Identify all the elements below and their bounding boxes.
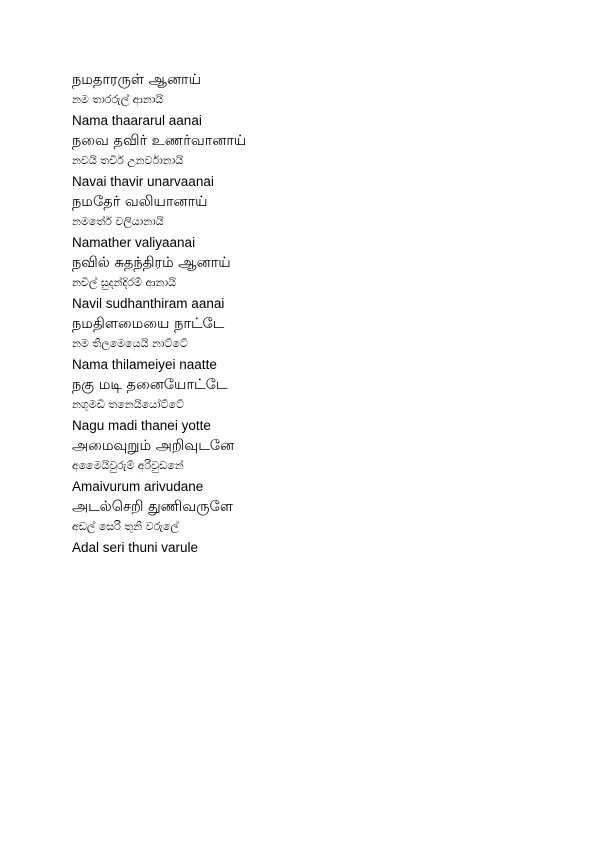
roman-transliteration-line: Navai thavir unarvaanai [72, 174, 214, 189]
roman-transliteration-line: Namather valiyaanai [72, 235, 196, 250]
stanza-5 [72, 315, 552, 376]
tamil-line: அமைவுறும் அறிவுடனே [72, 438, 235, 454]
roman-transliteration-line: Nama thilameiyei naatte [72, 357, 217, 372]
sinhala-transliteration-line: නමතේර් වලියානායි [72, 215, 164, 228]
roman-transliteration-line: Nama thaararul aanai [72, 113, 202, 128]
stanza-2 [72, 132, 552, 193]
roman-transliteration-line: Nagu madi thanei yotte [72, 418, 211, 433]
tamil-line: நவை தவிர் உணர்வானாய் [72, 133, 247, 149]
roman-transliteration-line: Amaivurum arivudane [72, 479, 204, 494]
tamil-line: நமதேர் வலியானாய் [72, 194, 208, 210]
sinhala-transliteration-line: නගුමඩි තනෙයියෝට්ටේ [72, 398, 184, 411]
tamil-line: நமதாரருள் ஆனாய் [72, 72, 202, 88]
sinhala-transliteration-line: නවයි තවිර් උනර්වානායි [72, 154, 184, 167]
stanza-8 [72, 498, 552, 559]
stanza-6 [72, 376, 552, 437]
sinhala-transliteration-line: නම තාරරුල් ආනායි [72, 93, 164, 106]
sinhala-transliteration-line: නම තිලමෙයෙයි නාට්ටේ [72, 337, 188, 350]
lyrics-block [72, 71, 552, 559]
stanza-3 [72, 193, 552, 254]
tamil-line: நவில் சுதந்திரம் ஆனாய் [72, 255, 231, 271]
sinhala-transliteration-line: නවිල් සුදන්දිරම් ආනායි [72, 276, 176, 289]
stanza-7 [72, 437, 552, 498]
stanza-1 [72, 71, 552, 132]
tamil-line: நமதிளமையை நாட்டே [72, 316, 225, 332]
tamil-line: அடல்செறி துணிவருளே [72, 499, 233, 515]
sinhala-transliteration-line: අඩල් සෙරි තුනි වරුලේ [72, 520, 179, 533]
roman-transliteration-line: Adal seri thuni varule [72, 540, 199, 555]
stanza-4 [72, 254, 552, 315]
roman-transliteration-line: Navil sudhanthiram aanai [72, 296, 225, 311]
sinhala-transliteration-line: අමෛයිවුරුම් අරිවුඩනේ [72, 459, 184, 472]
tamil-line: நகு மடி தனையோட்டே [72, 377, 228, 393]
